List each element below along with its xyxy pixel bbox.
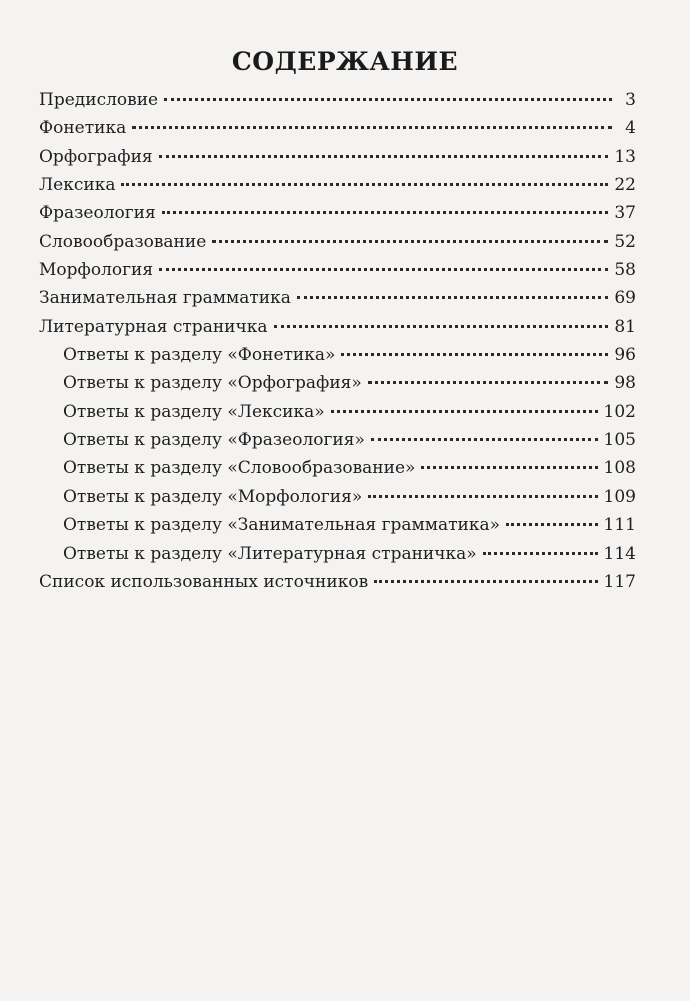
dot-leader bbox=[371, 437, 598, 441]
toc-entry-page: 37 bbox=[614, 203, 636, 224]
toc-entry-label: Лексика bbox=[39, 175, 116, 196]
dot-leader bbox=[212, 239, 608, 243]
toc-subentry bbox=[39, 426, 636, 454]
dot-leader bbox=[121, 182, 608, 186]
toc-entry bbox=[39, 114, 636, 142]
toc-entry-page: 108 bbox=[603, 458, 636, 479]
toc-entry-page: 114 bbox=[603, 543, 636, 564]
toc-entry-label: Список использованных источников bbox=[39, 571, 369, 592]
toc-entry-page: 58 bbox=[614, 260, 636, 281]
toc-entry-label: Фонетика bbox=[39, 118, 127, 139]
toc-entry-label: Орфография bbox=[39, 146, 153, 167]
toc-entry-label: Ответы к разделу «Фонетика» bbox=[63, 345, 336, 366]
toc-subentry bbox=[39, 341, 636, 369]
toc-entry-label: Ответы к разделу «Орфография» bbox=[63, 373, 362, 394]
toc-entry-label: Ответы к разделу «Фразеология» bbox=[63, 430, 365, 451]
toc-entry-label: Ответы к разделу «Литературная страничка» bbox=[63, 543, 477, 564]
toc-entry-label: Морфология bbox=[39, 260, 154, 281]
dot-leader bbox=[368, 380, 609, 384]
dot-leader bbox=[368, 494, 597, 498]
toc-subentry bbox=[39, 369, 636, 397]
toc-entry-page: 52 bbox=[614, 231, 636, 252]
dot-leader bbox=[341, 352, 608, 356]
toc-entry-page: 22 bbox=[614, 175, 636, 196]
dot-leader bbox=[164, 97, 612, 101]
dot-leader bbox=[421, 465, 597, 469]
toc-entry-label: Ответы к разделу «Словообразование» bbox=[63, 458, 416, 479]
dot-leader bbox=[506, 522, 598, 526]
toc-entry-page: 102 bbox=[603, 401, 636, 422]
toc-subentry bbox=[39, 454, 636, 482]
toc-subentry bbox=[39, 483, 636, 511]
dot-leader bbox=[483, 551, 598, 555]
toc-entry bbox=[39, 86, 636, 114]
toc-entry-label: Словообразование bbox=[39, 231, 207, 252]
toc-entry bbox=[39, 313, 636, 341]
toc-entry-page: 105 bbox=[603, 430, 636, 451]
toc-entry bbox=[39, 143, 636, 171]
toc-entry bbox=[39, 171, 636, 199]
toc-subentry bbox=[39, 511, 636, 539]
toc-entry-label: Ответы к разделу «Занимательная грамматика» bbox=[63, 515, 501, 536]
toc-entry-label: Фразеология bbox=[39, 203, 156, 224]
toc-entry-page: 3 bbox=[625, 90, 636, 110]
toc-entry-page: 96 bbox=[614, 345, 636, 366]
toc-entry-page: 111 bbox=[603, 515, 636, 536]
toc-entry-label: Ответы к разделу «Лексика» bbox=[63, 401, 325, 422]
dot-leader bbox=[159, 154, 609, 158]
toc-entry-page: 13 bbox=[614, 146, 636, 167]
dot-leader bbox=[331, 409, 598, 413]
table-of-contents bbox=[39, 86, 636, 596]
toc-entry bbox=[39, 284, 636, 312]
toc-entry bbox=[39, 256, 636, 284]
toc-entry-page: 109 bbox=[603, 486, 636, 507]
dot-leader bbox=[132, 125, 612, 129]
page-title: СОДЕРЖАНИЕ bbox=[231, 47, 459, 76]
dot-leader bbox=[162, 210, 609, 214]
dot-leader bbox=[274, 324, 609, 328]
toc-entry-label: Литературная страничка bbox=[39, 316, 268, 337]
toc-entry bbox=[39, 568, 636, 596]
dot-leader bbox=[374, 579, 597, 583]
toc-entry-page: 98 bbox=[614, 373, 636, 394]
toc-subentry bbox=[39, 398, 636, 426]
toc-entry-label: Ответы к разделу «Морфология» bbox=[63, 486, 363, 507]
toc-entry-label: Предисловие bbox=[39, 90, 159, 110]
toc-subentry bbox=[39, 540, 636, 568]
toc-entry-page: 81 bbox=[614, 316, 636, 337]
toc-entry-page: 4 bbox=[625, 118, 636, 139]
dot-leader bbox=[297, 295, 608, 299]
toc-entry bbox=[39, 228, 636, 256]
toc-entry-label: Занимательная грамматика bbox=[39, 288, 291, 309]
toc-entry bbox=[39, 199, 636, 227]
toc-entry-page: 117 bbox=[603, 571, 636, 592]
dot-leader bbox=[159, 267, 608, 271]
toc-entry-page: 69 bbox=[614, 288, 636, 309]
